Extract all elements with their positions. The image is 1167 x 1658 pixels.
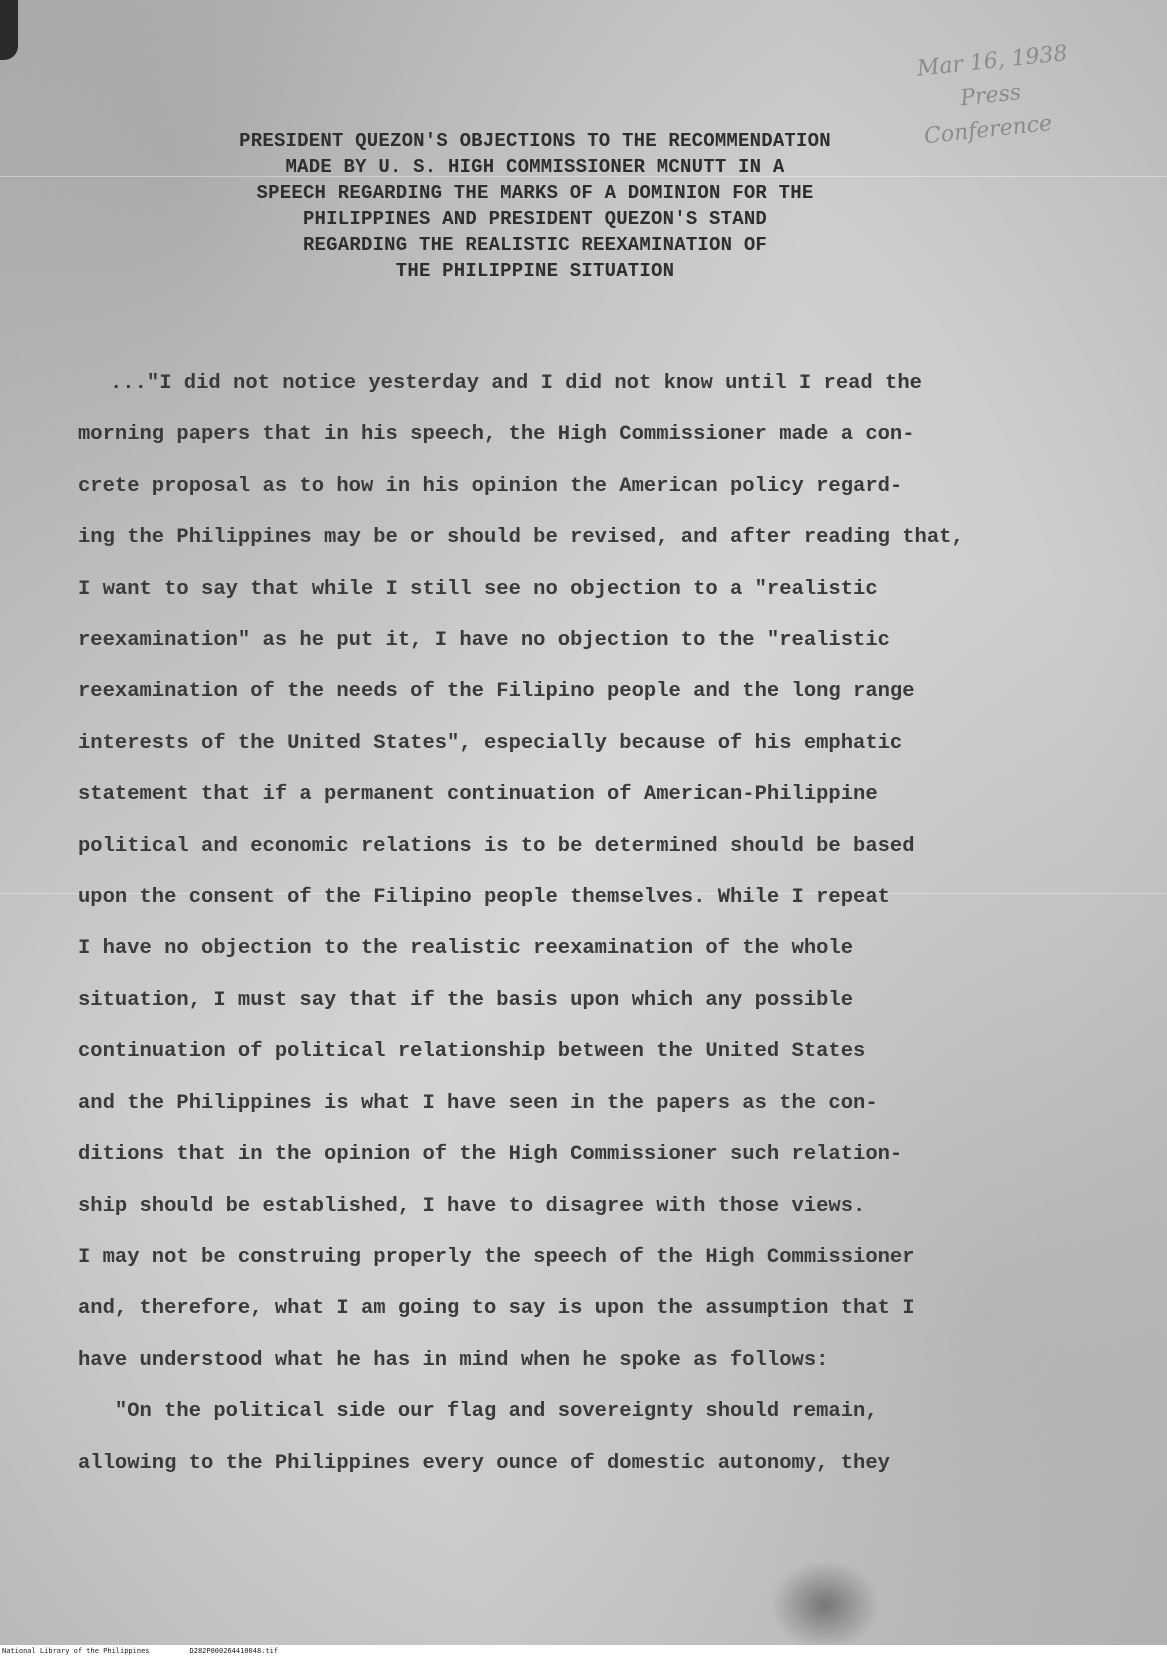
- body-line: situation, I must say that if the basis upon which any possible: [78, 988, 854, 1012]
- body-line: interests of the United States", especially because of his emphatic: [78, 731, 903, 755]
- body-line: and the Philippines is what I have seen in the papers as the con-: [78, 1091, 878, 1115]
- fingerprint-smudge: [770, 1560, 880, 1650]
- title-line: THE PHILIPPINE SITUATION: [395, 260, 675, 282]
- title-line: MADE BY U. S. HIGH COMMISSIONER MCNUTT IN A: [285, 156, 785, 178]
- title-line: PHILIPPINES AND PRESIDENT QUEZON'S STAND: [302, 208, 768, 230]
- body-line: reexamination of the needs of the Filipino people and the long range: [78, 680, 915, 704]
- body-line: ship should be established, I have to disagree with those views.: [78, 1194, 866, 1218]
- title-line: REGARDING THE REALISTIC REEXAMINATION OF: [302, 234, 768, 256]
- body-line: "On the political side our flag and sovereignty should remain,: [78, 1400, 878, 1424]
- body-line: upon the consent of the Filipino people themselves. While I repeat: [78, 886, 890, 910]
- body-line: continuation of political relationship between the United States: [78, 1040, 866, 1064]
- body-line: have understood what he has in mind when he spoke as follows:: [78, 1348, 829, 1372]
- body-line: morning papers that in his speech, the High Commissioner made a con-: [78, 423, 915, 447]
- body-line: and, therefore, what I am going to say is upon the assumption that I: [78, 1297, 915, 1321]
- body-line: political and economic relations is to be determined should be based: [78, 834, 915, 858]
- body-line: statement that if a permanent continuation of American-Philippine: [78, 783, 878, 807]
- handwritten-date: Mar 16, 1938: [915, 41, 1069, 82]
- handwritten-line: Conference: [922, 110, 1054, 150]
- footer-file-id: D282P000264410048.tif: [189, 1647, 279, 1655]
- body-line: reexamination" as he put it, I have no objection to the "realistic: [78, 629, 890, 653]
- scan-edge-mark: [0, 0, 18, 60]
- body-line: allowing to the Philippines every ounce of domestic autonomy, they: [78, 1451, 890, 1475]
- body-line: ing the Philippines may be or should be revised, and after reading that,: [78, 526, 964, 550]
- body-line: crete proposal as to how in his opinion the American policy regard-: [78, 474, 903, 498]
- scan-footer: [0, 1645, 1167, 1658]
- body-line: ditions that in the opinion of the High Commissioner such relation-: [78, 1143, 903, 1167]
- title-line: PRESIDENT QUEZON'S OBJECTIONS TO THE RECOMMENDATION: [239, 130, 831, 152]
- document-body: [78, 358, 1078, 1489]
- footer-source: National Library of the Philippines: [2, 1647, 150, 1655]
- handwritten-note: [915, 28, 1164, 155]
- document-title: [150, 128, 920, 284]
- handwritten-line: Press: [959, 80, 1023, 112]
- body-line: ..."I did not notice yesterday and I did not know until I read the: [110, 372, 922, 395]
- body-line: I have no objection to the realistic reexamination of the whole: [78, 937, 854, 961]
- title-line: SPEECH REGARDING THE MARKS OF A DOMINION FOR THE: [256, 182, 814, 204]
- body-line: I may not be construing properly the speech of the High Commissioner: [78, 1245, 915, 1269]
- body-line: I want to say that while I still see no objection to a "realistic: [78, 577, 878, 601]
